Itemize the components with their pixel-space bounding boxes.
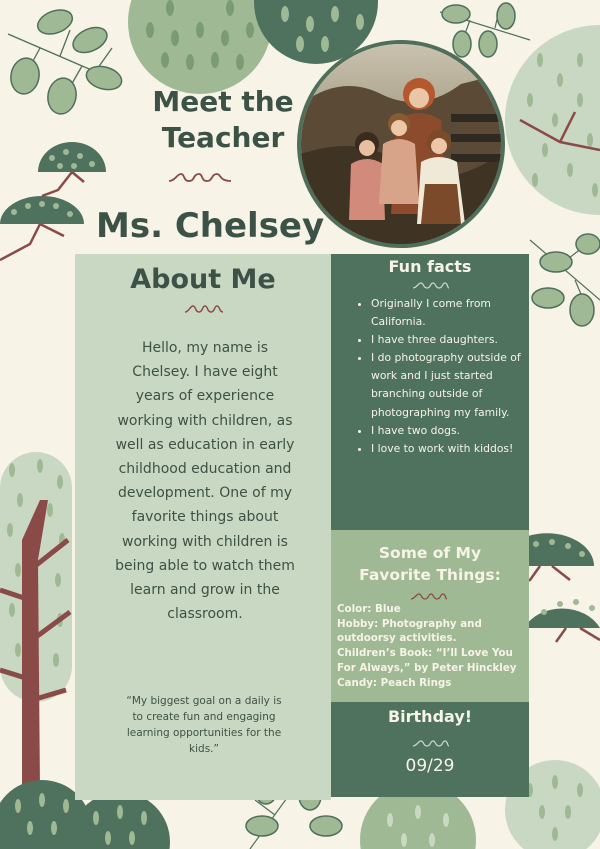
title-line-1: Meet the [152,85,294,118]
squiggle-ornament-icon [412,281,450,290]
teacher-photo [297,40,505,248]
list-item: • I have two dogs. [371,422,529,440]
favorite-things-heading [331,542,529,586]
birthday-heading: Birthday! [387,707,473,726]
about-me-heading: About Me [130,264,276,295]
fun-facts-heading: Fun facts [388,257,472,276]
list-item: • I do photography outside of work and I just started branching outside of photographing my family. [371,349,529,421]
list-item: • Originally I come from California. [371,295,529,331]
list-item: • I have three daughters. [371,331,529,349]
favorite-candy: Candy: Peach Rings [337,676,452,689]
about-me-text: Hello, my name is Chelsey. I have eight years of experience working with children, as well as education in early childhood education and development. One of my favorite things about working with children is being able to watch them learn and grow in the classroom. [115,340,295,623]
fun-facts-list [357,295,529,458]
favorite-color: Color: Blue [337,603,401,615]
squiggle-ornament-icon [184,304,224,314]
title-line-2: Teacher [161,121,285,154]
squiggle-ornament-icon [167,171,233,185]
family-photo-image [301,44,501,244]
birthday-date: 09/29 [405,756,455,776]
favorite-book: Children’s Book: “I’ll Love You For Always,” by Peter Hinckley [337,647,517,674]
teacher-name: Ms. Chelsey [96,206,325,246]
favorite-heading-line-1: Some of My [378,544,482,562]
favorite-heading-line-2: Favorite Things: [359,566,501,584]
favorite-things-list [337,602,527,690]
squiggle-ornament-icon [410,592,448,601]
favorite-hobby: Hobby: Photography and outdoorsy activities. [337,617,482,645]
list-item: • I love to work with kiddos! [371,440,529,458]
squiggle-ornament-icon [412,739,450,748]
goal-quote: “My biggest goal on a daily is to create fun and engaging learning opportunities for the kids.” [126,695,282,755]
